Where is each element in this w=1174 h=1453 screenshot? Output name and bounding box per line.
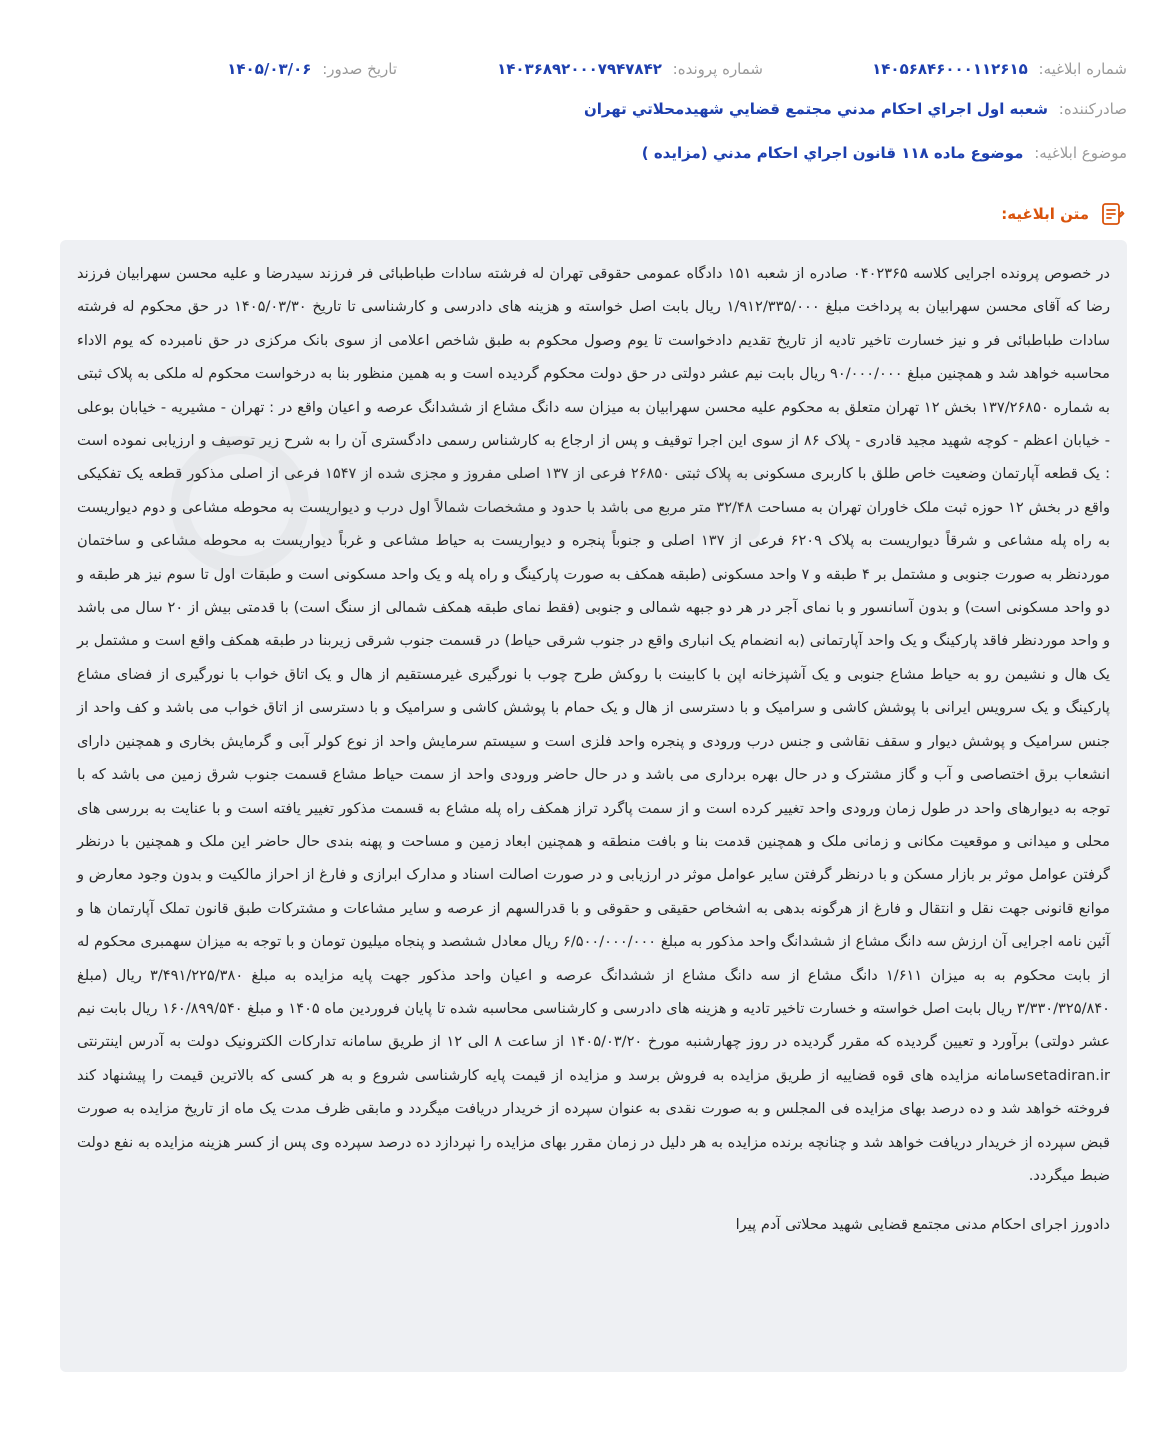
header-meta-row: [47, 60, 1127, 82]
subject-label: موضوع ابلاغیه:: [1034, 144, 1127, 162]
notice-body-text: در خصوص پرونده اجرایی کلاسه ۰۴۰۲۳۶۵ صادره از شعبه ۱۵۱ دادگاه عمومی حقوقی تهران له فرشته سادات طباطبائی فر فرزند سیدرضا و علیه محسن سهرابیان فرزند رضا که آقای محسن سهرابیان به پرداخت مبلغ ۱/۹۱۲/۳۳۵/۰۰۰ ریال بابت اصل خواسته و هزینه های دادرسی و کارشناسی تا تاریخ ۱۴۰۵/۰۳/۳۰ در حق محکوم له فرشته سادات طباطبائی فر و نیز خسارت تاخیر تادیه از تاریخ تقدیم دادخواست تا یوم وصول محکوم به طبق شاخص اعلامی از سوی بانک مرکزی در حق نامبرده که یوم الاداء محاسبه خواهد شد و همچنین مبلغ ۹۰/۰۰۰/۰۰۰ ریال بابت نیم عشر دولتی در حق دولت محکوم گردیده است و به همین منظور بنا به درخواست محکوم له ملکی به پلاک ثبتی به شماره ۱۳۷/۲۶۸۵۰ بخش ۱۲ تهران متعلق به محکوم علیه محسن سهرابیان به میزان سه دانگ مشاع از ششدانگ عرصه و اعیان واقع در : تهران - مشیریه - خیابان بوعلی - خیابان اعظم - کوچه شهید مجید قادری - پلاک ۸۶ از سوی این اجرا توقیف و پس از ارجاع به کارشناس رسمی دادگستری آن را به شرح زیر توصیف و ارزیابی نموده است : یک قطعه آپارتمان وضعیت خاص طلق با کاربری مسکونی به پلاک ثبتی ۲۶۸۵۰ فرعی از ۱۳۷ اصلی مفروز و مجزی شده از ۱۵۴۷ فرعی از اصلی مذکور قطعه یک تفکیکی واقع در بخش ۱۲ حوزه ثبت ملک خاوران تهران به مساحت ۳۲/۴۸ متر مربع می باشد با حدود و مشخصات شمالاً اول درب و دیواریست به محوطه مشاعی و دوم دیواریست به راه پله مشاعی و شرقاً دیواریست به پلاک ۶۲۰۹ فرعی از ۱۳۷ اصلی و جنوباً پنجره و دیواریست به حیاط مشاعی و غرباً دیواریست به محوطه مشاعی و ساختمان موردنظر به صورت جنوبی و مشتمل بر ۴ طبقه و ۷ واحد مسکونی (طبقه همکف به صورت پارکینگ و راه پله و یک واحد مسکونی است و طبقات اول تا سوم نیز هر طبقه و دو واحد مسکونی است) و بدون آسانسور و با نمای آجر در هر دو جبهه شمالی و جنوبی (فقط نمای طبقه همکف شمالی از سنگ است) با قدمتی بیش از ۲۰ سال می باشد و واحد موردنظر فاقد پارکینگ و یک واحد آپارتمانی (به انضمام یک انباری واقع در جنوب شرقی حیاط) در قسمت جنوب شرقی زیربنا در طبقه همکف واقع است و مشتمل بر یک هال و نشیمن رو به حیاط مشاع جنوبی و یک آشپزخانه اپن با کابینت با روکش طرح چوب با نورگیری غیرمستقیم از هال و یک اتاق خواب با نورگیری از فضای مشاع پارکینگ و یک سرویس ایرانی با پوشش کاشی و سرامیک و با دسترسی از هال و یک حمام با پوشش کاشی و سرامیک و با دسترسی از اتاق خواب می باشد و کف واحد از جنس سرامیک و پوشش دیوار و سقف نقاشی و جنس درب ورودی و پنجره واحد فلزی است و سیستم سرمایش واحد از نوع کولر آبی و گرمایش بخاری و همچنین دارای انشعاب برق اختصاصی و آب و گاز مشترک و در حال بهره برداری می باشد و در حال حاضر ورودی واحد از سمت حیاط مشاع قسمت جنوب شرق زمین می باشد که با توجه به دیوارهای واحد در طول زمان ورودی واحد تغییر کرده است و از سمت پاگرد تراز همکف راه پله مشاع به قسمت مذکور تغییر یافته است و با عنایت به بررسی های محلی و میدانی و موقعیت مکانی و زمانی ملک و همچنین قدمت بنا و بافت منطقه و همچنین ابعاد زمین و مساحت و پهنه بندی حال حاضر این ملک و همچنین با درنظر گرفتن عوامل موثر بر بازار مسکن و با درنظر گرفتن سایر عوامل موثر در ارزیابی و در صورت اصالت اسناد و مدارک ابرازی و فارغ از احراز مالکیت و بدون وجود معارض و موانع قانونی جهت نقل و انتقال و فارغ از هرگونه بدهی به اشخاص حقیقی و حقوقی و با قدرالسهم از عرصه و سایر مشاعات و مشترکات طبق قانون تملک آپارتمان ها و آئین نامه اجرایی آن ارزش سه دانگ مشاع از ششدانگ واحد مذکور به مبلغ ۶/۵۰۰/۰۰۰/۰۰۰ ریال معادل ششصد و پنجاه میلیون تومان و با توجه به میزان سهمبری محکوم له از بابت محکوم به به میزان ۱/۶۱۱ دانگ مشاع از سه دانگ مشاع از ششدانگ عرصه و اعیان واحد مذکور جهت پایه مزایده به مبلغ ۳/۴۹۱/۲۲۵/۳۸۰ ریال (مبلغ ۳/۳۳۰/۳۲۵/۸۴۰ ریال بابت اصل خواسته و خسارت تاخیر تادیه و هزینه های دادرسی و کارشناسی محاسبه شده تا پایان فروردین ماه ۱۴۰۵ و مبلغ ۱۶۰/۸۹۹/۵۴۰ ریال بابت نیم عشر دولتی) برآورد و تعیین گردیده که مقرر گردیده در روز چهارشنبه مورخ ۱۴۰۵/۰۳/۲۰ از ساعت ۸ الی ۱۲ از طریق سامانه تدارکات الکترونیک دولت به آدرس اینترنتی setadiran.irسامانه مزایده های قوه قضاییه از طریق مزایده به فروش برسد و مزایده از قیمت پایه کارشناسی شروع و به هر کسی که بالاترین قیمت را پیشنهاد کند فروخته خواهد شد و ده درصد بهای مزایده فی المجلس و به صورت نقدی به عنوان سپرده از خریدار دریافت میگردد و مابقی ظرف مدت یک ماه از تاریخ مزایده به صورت قبض سپرده از خریدار دریافت خواهد شد و چنانچه برنده مزایده به هر دلیل در زمان مقرر بهای مزایده را نپردازد ده درصد سپرده وی پس از کسر هزینه مزایده به نفع دولت ضبط میگردد.: [77, 265, 1111, 1184]
notice-text-heading: [1001, 201, 1125, 227]
issue-date-label: تاریخ صدور:: [322, 60, 397, 78]
notice-number-label: شماره ابلاغیه:: [1038, 60, 1127, 78]
issue-date-value: ۱۴۰۵/۰۳/۰۶: [227, 60, 312, 78]
case-number: [497, 60, 763, 78]
notice-number-value: ۱۴۰۵۶۸۴۶۰۰۰۱۱۲۶۱۵: [872, 60, 1028, 78]
subject-value: موضوع ماده ۱۱۸ قانون اجراي احكام مدني (مزايده ): [641, 144, 1024, 162]
subject-row: [47, 144, 1127, 162]
issuer-label: صادرکننده:: [1058, 100, 1127, 118]
notice-text-title: متن ابلاغیه:: [1001, 205, 1089, 223]
document-icon: [1099, 201, 1125, 227]
issuer-row: [47, 100, 1127, 118]
issue-date: [227, 60, 397, 78]
notice-number: [872, 60, 1127, 78]
case-number-value: ۱۴۰۳۶۸۹۲۰۰۰۷۹۴۷۸۴۲: [497, 60, 662, 78]
case-number-label: شماره پرونده:: [672, 60, 763, 78]
notice-signature: دادورز اجرای احکام مدنی مجتمع قضایی شهید محلاتی آدم پیرا: [735, 1216, 1110, 1234]
notice-body-panel: [60, 240, 1127, 1372]
issuer-value: شعبه اول اجراي احكام مدني مجتمع قضايي شهيدمحلاتي تهران: [583, 100, 1048, 118]
